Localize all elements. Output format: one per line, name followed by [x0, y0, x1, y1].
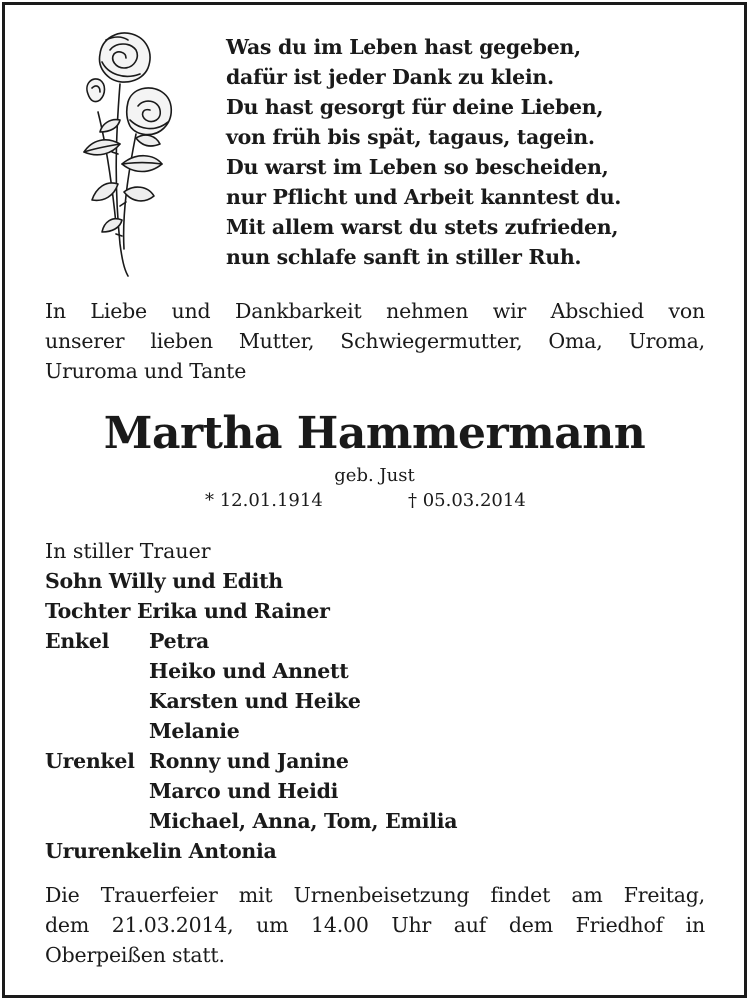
mourners-heading: In stiller Trauer	[45, 539, 211, 563]
birth-date: * 12.01.1914	[205, 490, 323, 511]
poem-line: Du warst im Leben so bescheiden,	[226, 155, 609, 179]
birth-name: geb. Just	[334, 465, 415, 486]
grandchildren-label: Enkel	[45, 629, 110, 653]
funeral-service-notice	[45, 880, 705, 970]
mourner-daughter: Tochter Erika und Rainer	[45, 599, 330, 623]
service-line: Die Trauerfeier mit Urnenbeisetzung findet am Freitag,	[45, 883, 705, 907]
great-grandchildren-label: Urenkel	[45, 749, 135, 773]
great-grandchild: Marco und Heidi	[149, 779, 339, 803]
grandchild: Petra	[149, 629, 209, 653]
poem-line: Was du im Leben hast gegeben,	[226, 35, 581, 59]
grandchild: Melanie	[149, 719, 240, 743]
poem-line: nun schlafe sanft in stiller Ruh.	[226, 245, 582, 269]
farewell-line: In Liebe und Dankbarkeit nehmen wir Abschied von	[45, 299, 705, 323]
poem-line: von früh bis spät, tagaus, tagein.	[226, 125, 595, 149]
farewell-line: unserer lieben Mutter, Schwiegermutter, Oma, Uroma,	[45, 329, 705, 353]
farewell-line: Ururoma und Tante	[45, 359, 247, 383]
poem-line: Du hast gesorgt für deine Lieben,	[226, 95, 604, 119]
death-date: † 05.03.2014	[408, 490, 526, 511]
great-grandchild: Ronny und Janine	[149, 749, 349, 773]
mourners-list	[45, 536, 705, 866]
rose-illustration	[62, 24, 180, 280]
poem-line: Mit allem warst du stets zufrieden,	[226, 215, 619, 239]
mourner-son: Sohn Willy und Edith	[45, 569, 283, 593]
great-grandchild: Michael, Anna, Tom, Emilia	[149, 809, 458, 833]
poem-line: nur Pflicht und Arbeit kanntest du.	[226, 185, 622, 209]
grandchild: Karsten und Heike	[149, 689, 361, 713]
grandchild: Heiko und Annett	[149, 659, 349, 683]
farewell-text	[45, 296, 705, 386]
service-line: dem 21.03.2014, um 14.00 Uhr auf dem Friedhof in	[45, 913, 705, 937]
poem-line: dafür ist jeder Dank zu klein.	[226, 65, 554, 89]
memorial-poem	[226, 32, 726, 272]
deceased-name: Martha Hammermann	[103, 408, 646, 459]
great-great-granddaughter: Ururenkelin Antonia	[45, 839, 277, 863]
service-line: Oberpeißen statt.	[45, 943, 225, 967]
